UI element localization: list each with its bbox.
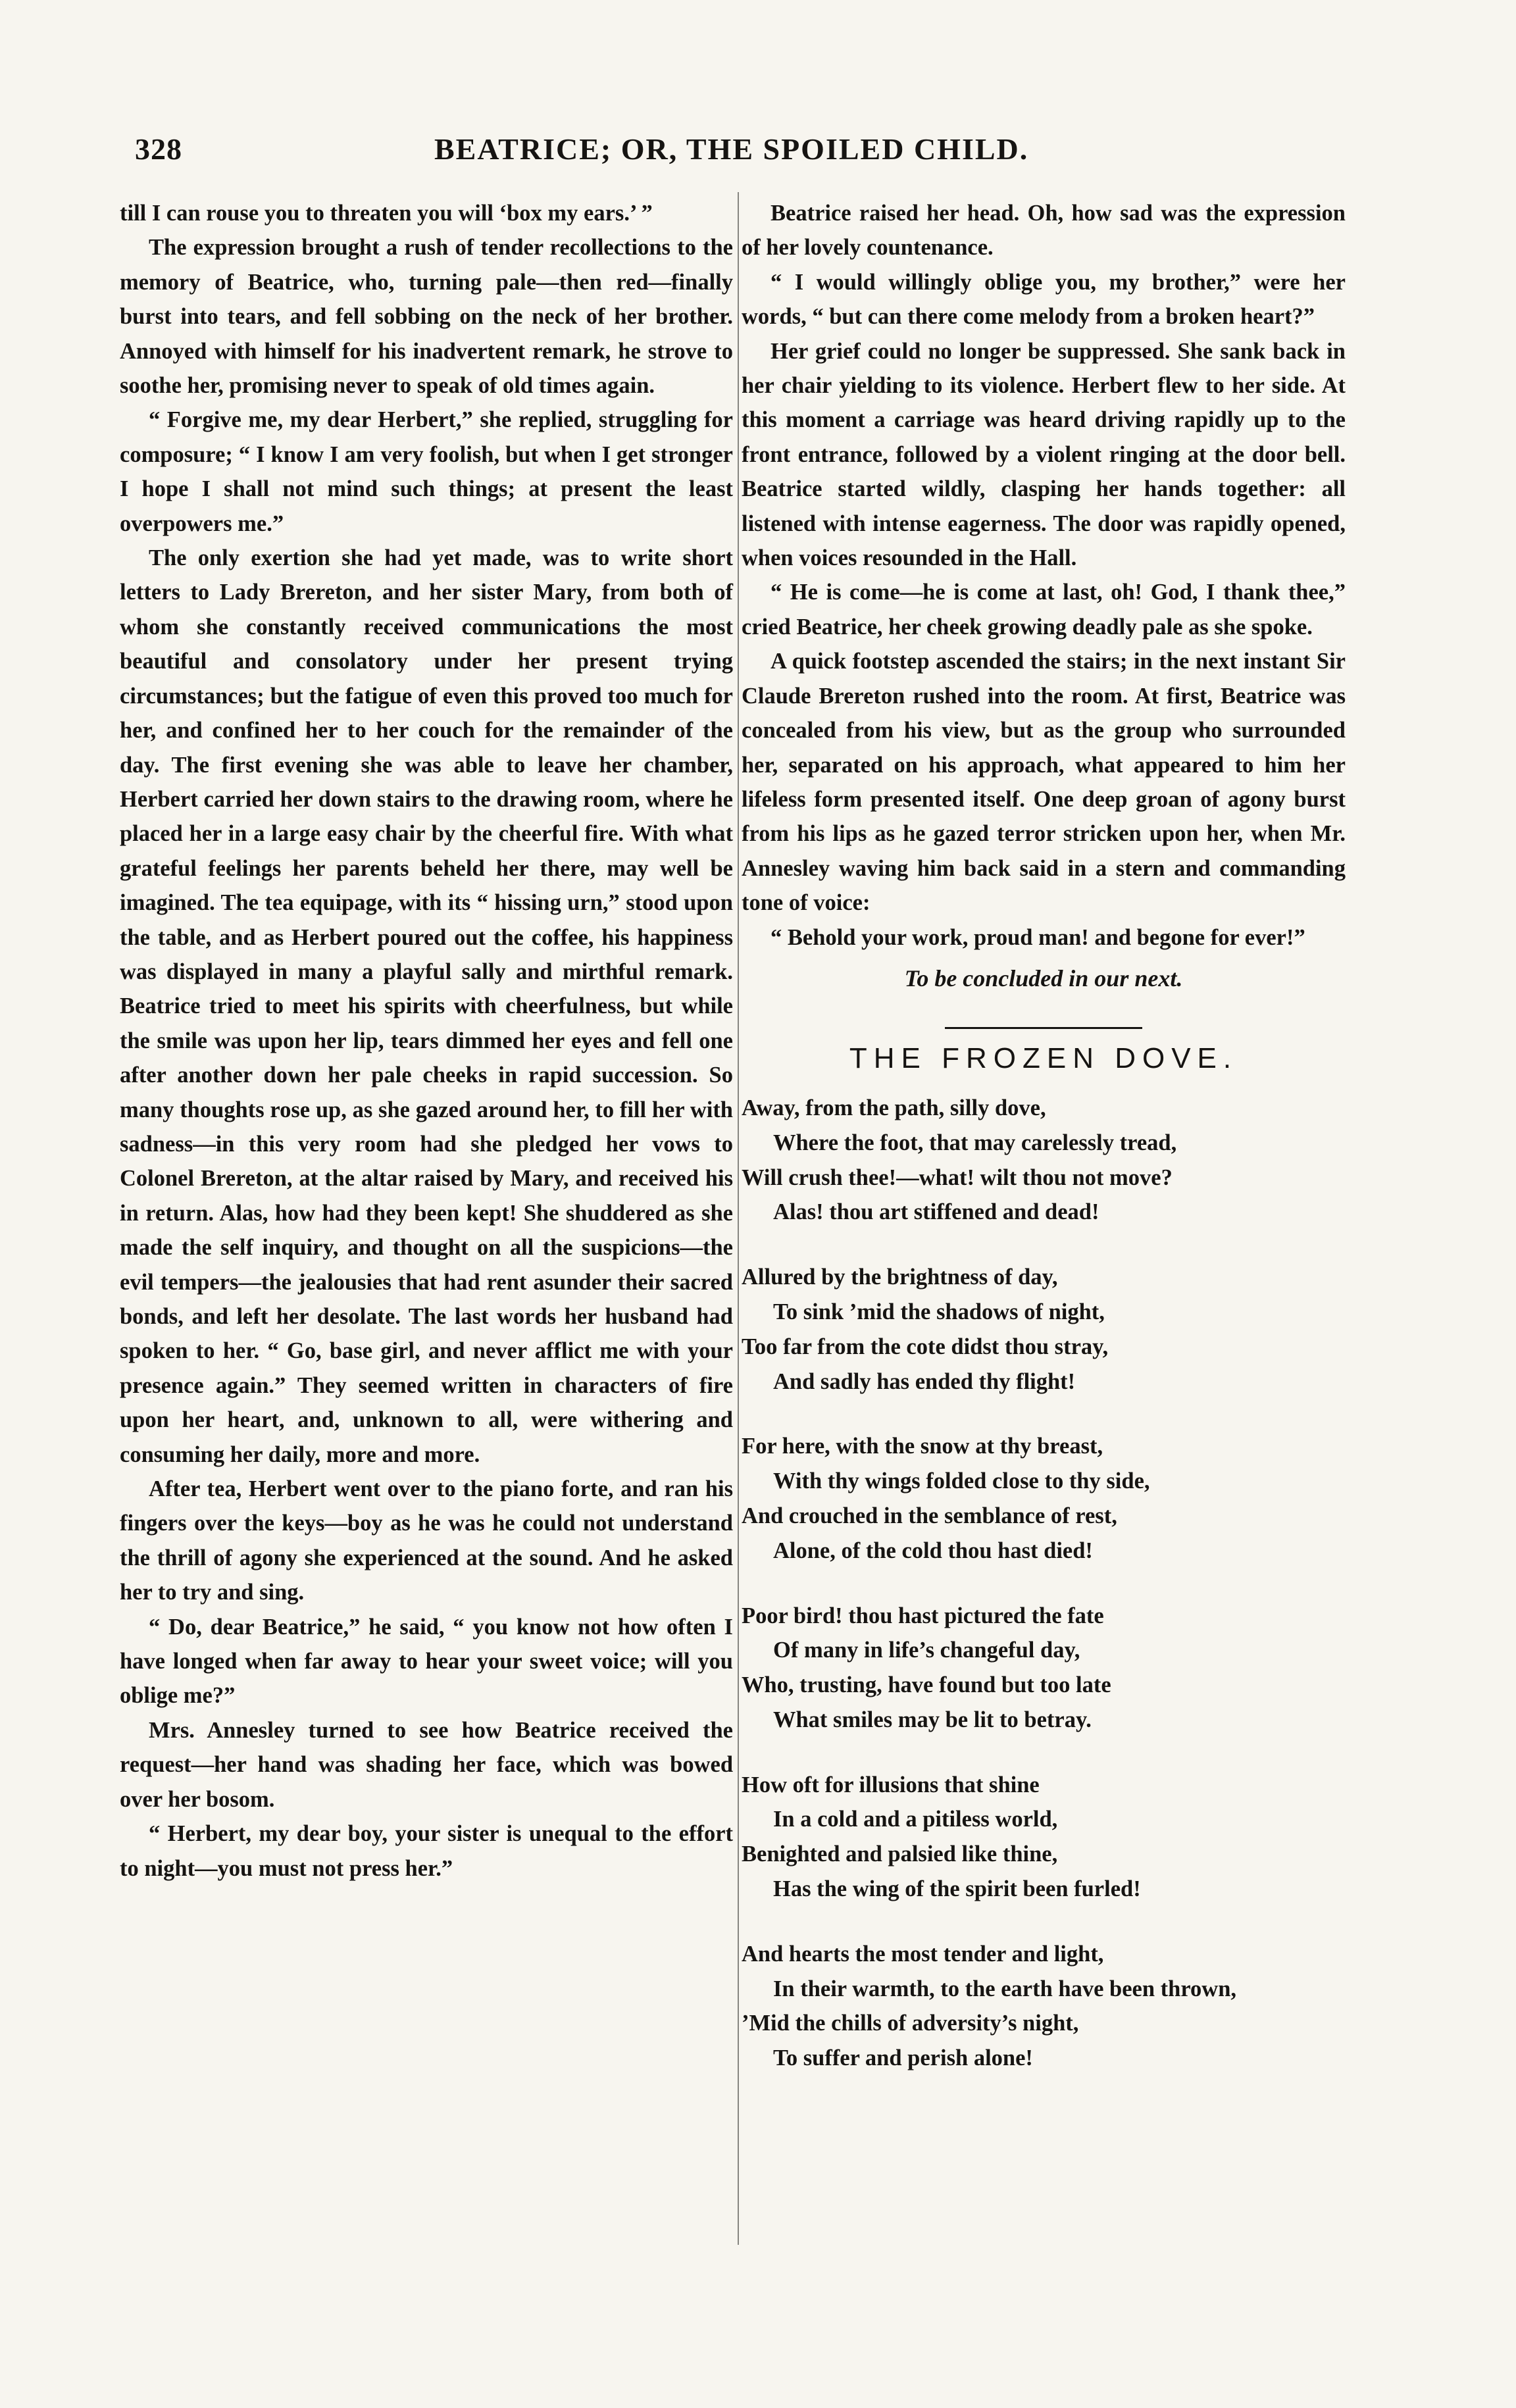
section-divider [945, 1027, 1142, 1029]
poem-line: Benighted and palsied like thine, [742, 1842, 1058, 1867]
poem-line: Alone, of the cold thou hast died! [773, 1538, 1093, 1563]
poem-line: Poor bird! thou hast pictured the fate [742, 1603, 1104, 1628]
page-header [135, 132, 1339, 184]
poem-line: Has the wing of the spirit been furled! [773, 1876, 1141, 1902]
poem-line: Of many in life’s changeful day, [773, 1638, 1080, 1663]
poem [742, 1091, 1346, 2076]
paragraph: After tea, Herbert went over to the piano forte, and ran his fingers over the keys—boy as he was he could not understand the thrill of agony she experienced at the sound. And he asked her to try and sing. [120, 1476, 733, 1605]
poem-line: In a cold and a pitiless world, [773, 1807, 1058, 1832]
paragraph: The only exertion she had yet made, was to write short letters to Lady Brereton, and her sister Mary, from both of whom she constantly received communications the most beautiful and consolatory under her present trying circumstances; but the fatigue of even this proved too much for her, and confined her to her couch for the remainder of the day. The first evening she was able to leave her chamber, Herbert carried her down stairs to the drawing room, where he placed her in a large easy chair by the cheerful fire. With what grateful feelings her parents beheld her there, may well be imagined. The tea equipage, with its “ hissing urn,” stood upon the table, and as Herbert poured out the coffee, his happiness was displayed in many a playful sally and mirthful remark. Beatrice tried to meet his spirits with cheerfulness, but while the smile was upon her lip, tears dimmed her eyes and fell one after another down her pale cheeks in rapid succession. So many thoughts rose up, as she gazed around her, to fill her with sadness—in this very room had she pledged her vows to Colonel Brereton, at the altar raised by Mary, and received his in return. Alas, how had they been kept! She shuddered as she made the self inquiry, and thought on all the suspicions—the evil tempers—the jealousies that had rent asunder their sacred bonds, and left her desolate. The last words her husband had spoken to her. “ Go, base girl, and never afflict me with your presence again.” They seemed written in characters of fire upon her heart, and, unknown to all, were withering and consuming her daily, more and more. [120, 545, 733, 1467]
poem-stanza [742, 1937, 1346, 2076]
paragraph: A quick footstep ascended the stairs; in the next instant Sir Claude Brereton rushed into the room. At first, Beatrice was concealed from his view, but as the group who surrounded her, separated on his approach, what appeared to him her lifeless form presented itself. One deep groan of agony burst from his lips as he gazed terror stricken upon her, when Mr. Annesley waving him back said in a stern and commanding tone of voice: [742, 649, 1346, 916]
poem-stanza [742, 1768, 1346, 1907]
poem-title: THE FROZEN DOVE. [849, 1041, 1238, 1074]
continued-note: To be concluded in our next. [904, 965, 1183, 991]
paragraph: “ Forgive me, my dear Herbert,” she replied, struggling for composure; “ I know I am very foolish, but when I get stronger I hope I shall not mind such things; at present the least overpowers me.” [120, 407, 733, 536]
poem-line: To suffer and perish alone! [773, 2045, 1033, 2071]
poem-line: To sink ’mid the shadows of night, [773, 1299, 1105, 1324]
poem-line: And sadly has ended thy flight! [773, 1368, 1076, 1394]
poem-line: Where the foot, that may carelessly tread, [773, 1130, 1177, 1155]
poem-line: And crouched in the semblance of rest, [742, 1503, 1117, 1528]
running-title: BEATRICE; OR, THE SPOILED CHILD. [434, 132, 1029, 166]
poem-line: What smiles may be lit to betray. [773, 1707, 1092, 1732]
left-column [120, 196, 733, 1886]
paragraph: Mrs. Annesley turned to see how Beatrice received the request—her hand was shading her face, which was bowed over her bosom. [120, 1717, 733, 1812]
poem-line: ’Mid the chills of adversity’s night, [742, 2011, 1079, 2036]
poem-stanza [742, 1429, 1346, 1568]
poem-line: Who, trusting, have found but too late [742, 1672, 1111, 1698]
paragraph: “ He is come—he is come at last, oh! God, I thank thee,” cried Beatrice, her cheek growing deadly pale as she spoke. [742, 580, 1346, 640]
paragraph: “ Do, dear Beatrice,” he said, “ you know not how often I have longed when far away to hear your sweet voice; will you oblige me?” [120, 1614, 733, 1709]
paragraph: The expression brought a rush of tender recollections to the memory of Beatrice, who, turning pale—then red—finally burst into tears, and fell sobbing on the neck of her brother. Annoyed with himself for his inadvertent remark, he strove to soothe her, promising never to speak of old times again. [120, 235, 733, 399]
column-divider [738, 192, 739, 2245]
paragraph: Beatrice raised her head. Oh, how sad was the expression of her lovely countenance. [742, 201, 1346, 261]
paragraph: “ Herbert, my dear boy, your sister is unequal to the effort to night—you must not press her.” [120, 1821, 733, 1881]
paragraph: “ Behold your work, proud man! and begone for ever!” [771, 924, 1305, 950]
poem-line: Allured by the brightness of day, [742, 1265, 1058, 1290]
paragraph: “ I would willingly oblige you, my brother,” were her words, “ but can there come melody from a broken heart?” [742, 269, 1346, 330]
poem-line: Away, from the path, silly dove, [742, 1095, 1046, 1120]
poem-line: How oft for illusions that shine [742, 1772, 1040, 1797]
poem-stanza [742, 1091, 1346, 1230]
poem-line: Too far from the cote didst thou stray, [742, 1334, 1109, 1359]
poem-line: With thy wings folded close to thy side, [773, 1468, 1150, 1494]
poem-line: Will crush thee!—what! wilt thou not move? [742, 1165, 1173, 1190]
page-number: 328 [135, 132, 182, 166]
poem-line: For here, with the snow at thy breast, [742, 1434, 1103, 1459]
poem-stanza [742, 1599, 1346, 1738]
poem-line: And hearts the most tender and light, [742, 1941, 1104, 1967]
paragraph: till I can rouse you to threaten you will ‘box my ears.’ ” [120, 201, 653, 226]
poem-line: In their warmth, to the earth have been thrown, [773, 1976, 1237, 2001]
poem-stanza [742, 1260, 1346, 1399]
poem-line: Alas! thou art stiffened and dead! [773, 1199, 1099, 1225]
paragraph: Her grief could no longer be suppressed. She sank back in her chair yielding to its violence. Herbert flew to her side. At this moment a carriage was heard driving rapidly up to the front entrance, followed by a violent ringing at the door bell. Beatrice started wildly, clasping her hands together: all listened with intense eagerness. The door was rapidly opened, when voices resounded in the Hall. [742, 338, 1346, 571]
right-column [742, 196, 1346, 2106]
